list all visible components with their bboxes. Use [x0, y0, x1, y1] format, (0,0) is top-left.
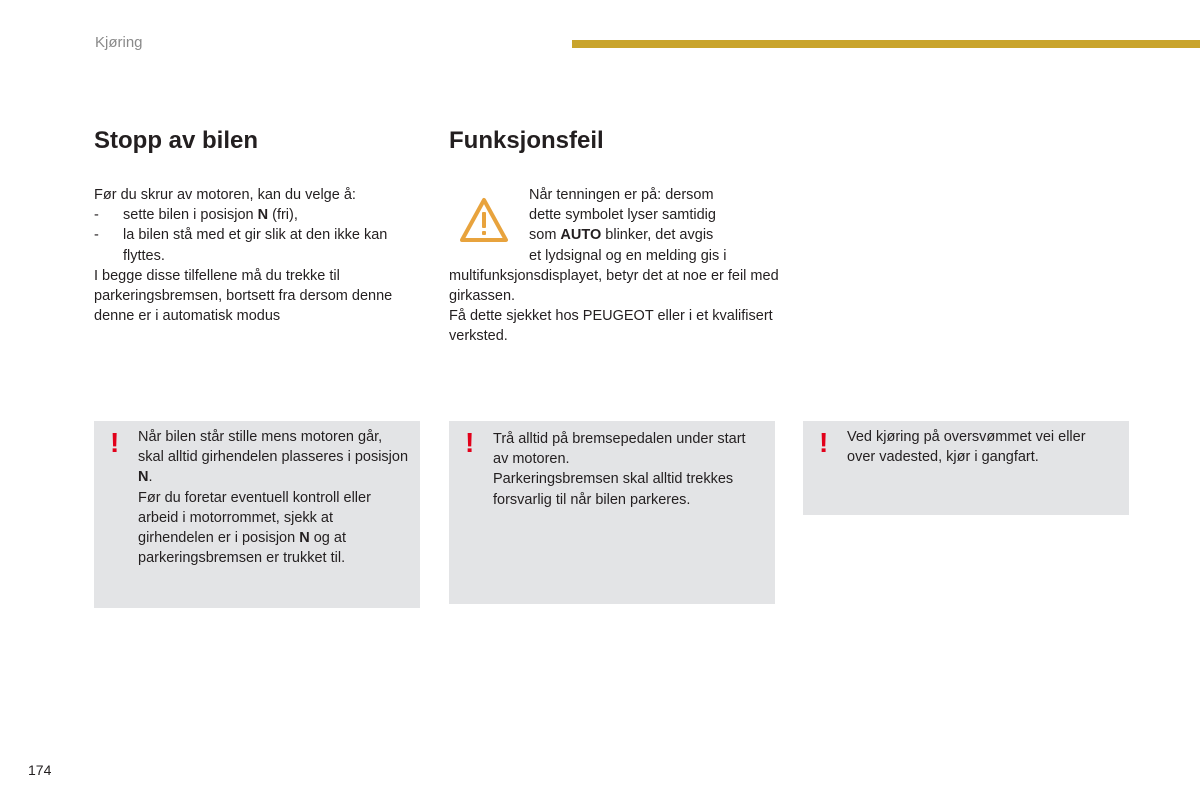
- outro-text: I begge disse tilfellene må du trekke til parkeringsbremsen, bortsett fra dersom denne denne er i automatisk modus: [94, 267, 393, 325]
- note-box-brake-pedal: [449, 421, 775, 604]
- page-number: 174: [28, 762, 52, 778]
- bullet-text-part: sette bilen i posisjon: [123, 207, 258, 224]
- exclamation-icon: !: [465, 427, 475, 458]
- heading-stopp-av-bilen: Stopp av bilen: [94, 127, 259, 154]
- note-text: [493, 429, 763, 510]
- note-paragraph: [138, 488, 408, 569]
- warning-triangle-icon: [459, 197, 509, 243]
- note-paragraph: Trå alltid på bremsepedalen under start av motoren.: [493, 431, 746, 468]
- left-column-text: [94, 185, 424, 326]
- bullet-text: [123, 205, 424, 225]
- note-bold: N: [299, 530, 310, 547]
- note-text-part: Før du foretar eventuell kontroll eller arbeid i motorrommet, sjekk at girhendelen er i posisjon: [138, 489, 371, 547]
- section-label: Kjøring: [95, 34, 143, 51]
- note-box-flooded-road: [803, 421, 1129, 515]
- right-column-text: [449, 185, 779, 347]
- header-accent-bar: [572, 40, 1200, 48]
- note-paragraph: Ved kjøring på oversvømmet vei eller over vadested, kjør i gangfart.: [847, 429, 1086, 466]
- warning-text-rest: multifunksjonsdisplayet, betyr det at noe er feil med girkassen.: [449, 267, 779, 305]
- note-bold: N: [138, 469, 149, 486]
- note-paragraph: [138, 427, 408, 488]
- bullet-item: [94, 225, 424, 265]
- intro-text: Før du skrur av motoren, kan du velge å:: [94, 187, 356, 203]
- bullet-text-part: (fri),: [268, 207, 298, 224]
- warning-text-part: som: [529, 227, 561, 244]
- bullet-dash: -: [94, 227, 99, 244]
- service-advice: Få dette sjekket hos PEUGEOT eller i et kvalifisert verksted.: [449, 308, 773, 345]
- note-paragraph: Parkeringsbremsen skal alltid trekkes forsvarlig til når bilen parkeres.: [493, 471, 734, 508]
- auto-label: AUTO: [560, 227, 602, 244]
- bullet-item: [94, 205, 424, 225]
- heading-funksjonsfeil: Funksjonsfeil: [449, 127, 604, 154]
- warning-line: Når tenningen er på: dersom: [529, 187, 714, 203]
- bullet-text: la bilen stå med et gir slik at den ikke kan flyttes.: [123, 227, 388, 264]
- note-box-neutral-position: [94, 421, 420, 608]
- note-text: [138, 427, 408, 568]
- warning-paragraph: [449, 185, 779, 347]
- warning-text-part: blinker, det avgis: [601, 227, 714, 244]
- note-text-part: Når bilen står stille mens motoren går, skal alltid girhendelen plasseres i posisjon: [138, 429, 409, 466]
- bullet-bold: N: [257, 207, 269, 224]
- note-text-part: .: [148, 469, 153, 486]
- exclamation-icon: !: [819, 427, 829, 458]
- note-text: [847, 427, 1117, 467]
- warning-line: et lydsignal og en melding gis i: [529, 247, 727, 264]
- bullet-dash: -: [94, 207, 99, 224]
- warning-line: dette symbolet lyser samtidig: [529, 207, 716, 224]
- note-text-part: og at parkeringsbremsen er trukket til.: [138, 530, 346, 567]
- exclamation-icon: !: [110, 427, 120, 458]
